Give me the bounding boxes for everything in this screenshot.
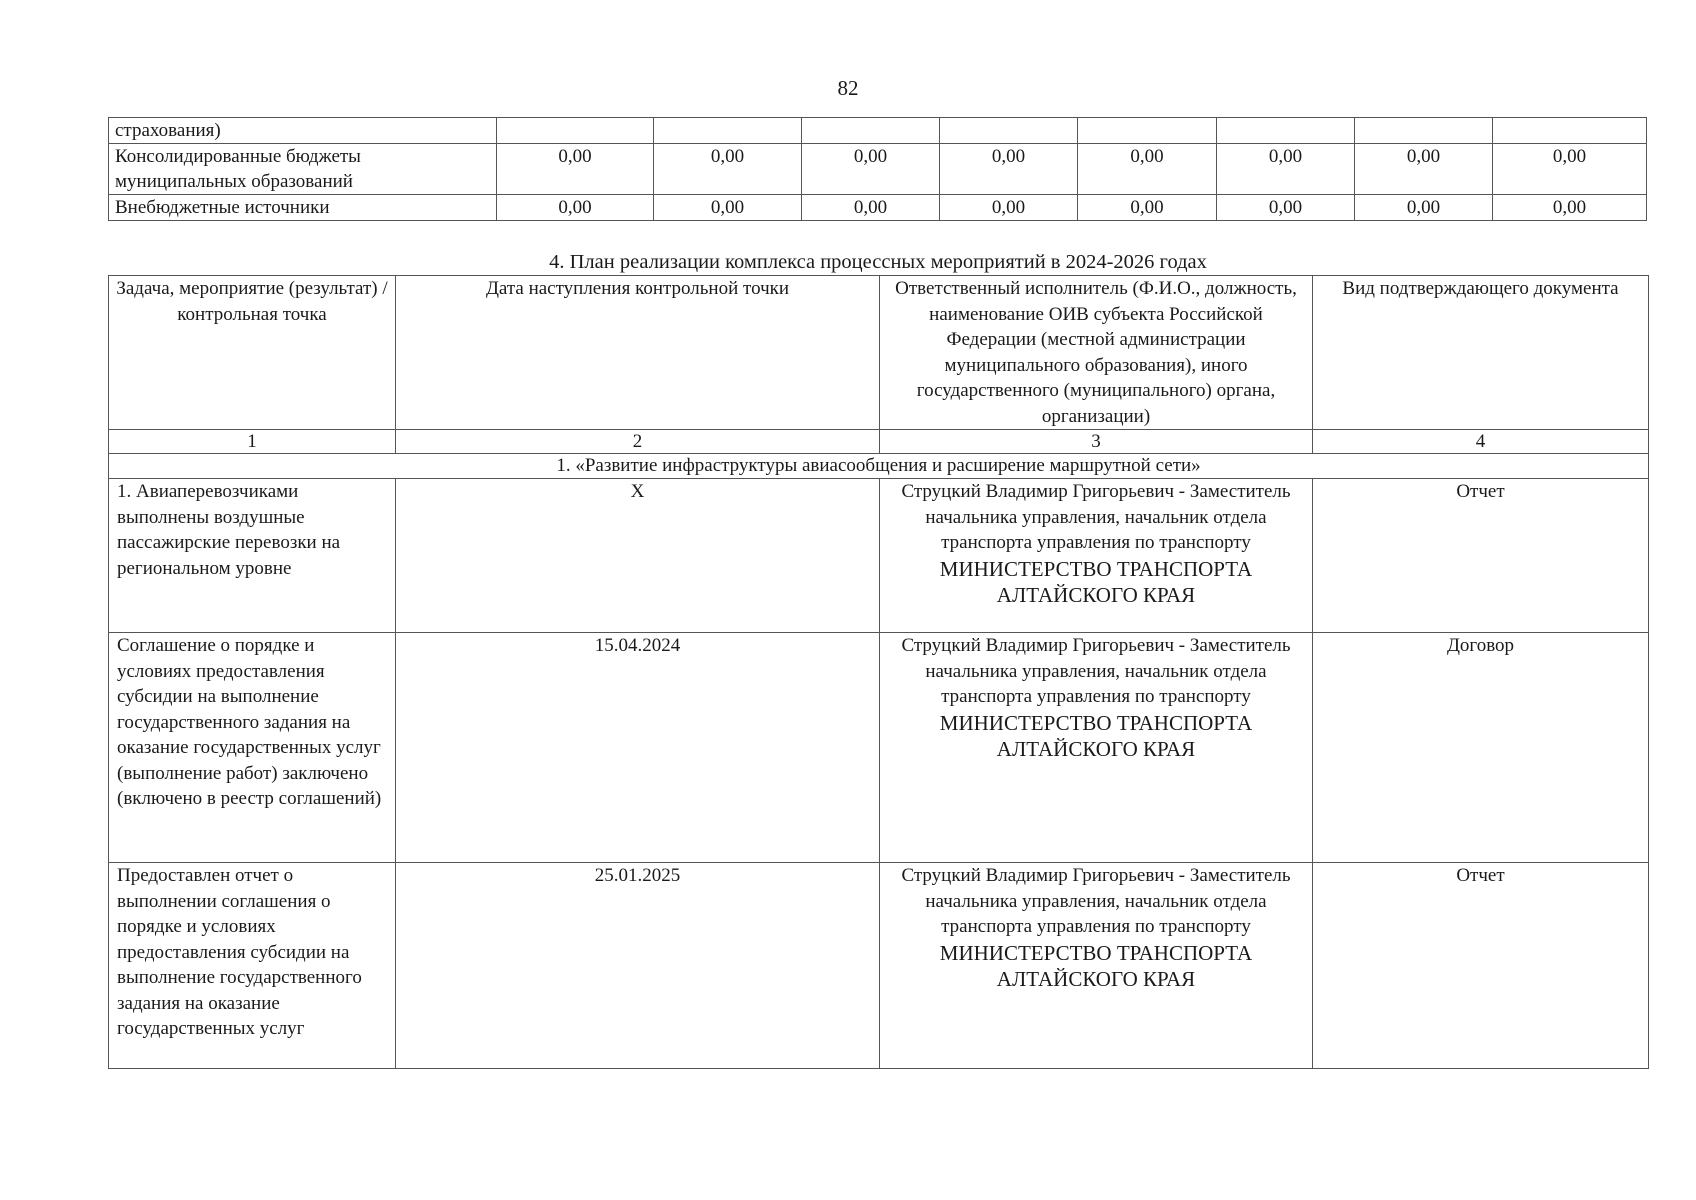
budget-table: [108, 117, 1647, 221]
budget-cell: 0,00: [1078, 195, 1217, 221]
budget-cell: 0,00: [1493, 195, 1647, 221]
table-row: [109, 863, 1649, 1069]
date-cell: 15.04.2024: [396, 633, 880, 863]
budget-cell: 0,00: [1493, 144, 1647, 195]
budget-cell: 0,00: [497, 195, 654, 221]
column-number: 3: [880, 430, 1313, 454]
budget-cell: 0,00: [497, 144, 654, 195]
executor-org: МИНИСТЕРСТВО ТРАНСПОРТА АЛТАЙСКОГО КРАЯ: [939, 940, 1253, 991]
budget-cell: 0,00: [654, 195, 802, 221]
budget-cell: [940, 118, 1078, 144]
budget-row: [109, 144, 1647, 195]
budget-cell: [1493, 118, 1647, 144]
budget-cell: 0,00: [802, 144, 940, 195]
column-number-row: [109, 430, 1649, 454]
table-row: [109, 633, 1649, 863]
budget-cell: 0,00: [1078, 144, 1217, 195]
section-title: 4. План реализации комплекса процессных мероприятий в 2024-2026 годах: [549, 251, 1207, 273]
date-cell: 25.01.2025: [396, 863, 880, 1069]
plan-table: [108, 275, 1649, 1069]
budget-row: [109, 195, 1647, 221]
header-executor: Ответственный исполнитель (Ф.И.О., должность, наименование ОИВ субъекта Российской Федерации (местной администрации муниципального образования), иного государственного (муниципального) органа, организации): [880, 276, 1313, 430]
executor-name: Струцкий Владимир Григорьевич - Заместитель начальника управления, начальник отдела транспорта управления по транспорту: [901, 865, 1291, 937]
date-cell: X: [396, 479, 880, 633]
executor-name: Струцкий Владимир Григорьевич - Заместитель начальника управления, начальник отдела транспорта управления по транспорту: [901, 635, 1291, 707]
column-number: 2: [396, 430, 880, 454]
column-number: 4: [1313, 430, 1649, 454]
header-date: Дата наступления контрольной точки: [396, 276, 880, 430]
budget-cell: [1217, 118, 1355, 144]
executor-cell: [880, 863, 1313, 1069]
budget-row-label: Консолидированные бюджеты муниципальных образований: [109, 144, 497, 195]
document-cell: Договор: [1313, 633, 1649, 863]
header-document: Вид подтверждающего документа: [1313, 276, 1649, 430]
page-number: 82: [837, 76, 859, 100]
group-row: [109, 454, 1649, 479]
plan-header-row: [109, 276, 1649, 430]
budget-cell: 0,00: [1355, 144, 1493, 195]
group-title: 1. «Развитие инфраструктуры авиасообщения и расширение маршрутной сети»: [109, 454, 1649, 479]
executor-org: МИНИСТЕРСТВО ТРАНСПОРТА АЛТАЙСКОГО КРАЯ: [939, 710, 1253, 761]
budget-row-label: Внебюджетные источники: [109, 195, 497, 221]
budget-cell: [654, 118, 802, 144]
document-cell: Отчет: [1313, 479, 1649, 633]
budget-cell: 0,00: [654, 144, 802, 195]
executor-cell: [880, 479, 1313, 633]
budget-row: [109, 118, 1647, 144]
task-cell: 1. Авиаперевозчиками выполнены воздушные пассажирские перевозки на региональном уровне: [109, 479, 396, 633]
column-number: 1: [109, 430, 396, 454]
header-task: Задача, мероприятие (результат) / контрольная точка: [109, 276, 396, 430]
budget-cell: [802, 118, 940, 144]
budget-cell: 0,00: [1217, 195, 1355, 221]
budget-cell: 0,00: [940, 144, 1078, 195]
budget-cell: [1078, 118, 1217, 144]
task-cell: Предоставлен отчет о выполнении соглашения о порядке и условиях предоставления субсидии на выполнение государственного задания на оказание государственных услуг: [109, 863, 396, 1069]
budget-cell: [1355, 118, 1493, 144]
budget-row-label: страхования): [109, 118, 497, 144]
budget-cell: [497, 118, 654, 144]
executor-name: Струцкий Владимир Григорьевич - Заместитель начальника управления, начальник отдела транспорта управления по транспорту: [901, 481, 1291, 553]
executor-org: МИНИСТЕРСТВО ТРАНСПОРТА АЛТАЙСКОГО КРАЯ: [939, 556, 1253, 607]
budget-cell: 0,00: [802, 195, 940, 221]
document-cell: Отчет: [1313, 863, 1649, 1069]
executor-cell: [880, 633, 1313, 863]
task-cell: Соглашение о порядке и условиях предоставления субсидии на выполнение государственного задания на оказание государственных услуг (выполнение работ) заключено (включено в реестр соглашений): [109, 633, 396, 863]
table-row: [109, 479, 1649, 633]
budget-cell: 0,00: [1355, 195, 1493, 221]
budget-cell: 0,00: [940, 195, 1078, 221]
budget-cell: 0,00: [1217, 144, 1355, 195]
